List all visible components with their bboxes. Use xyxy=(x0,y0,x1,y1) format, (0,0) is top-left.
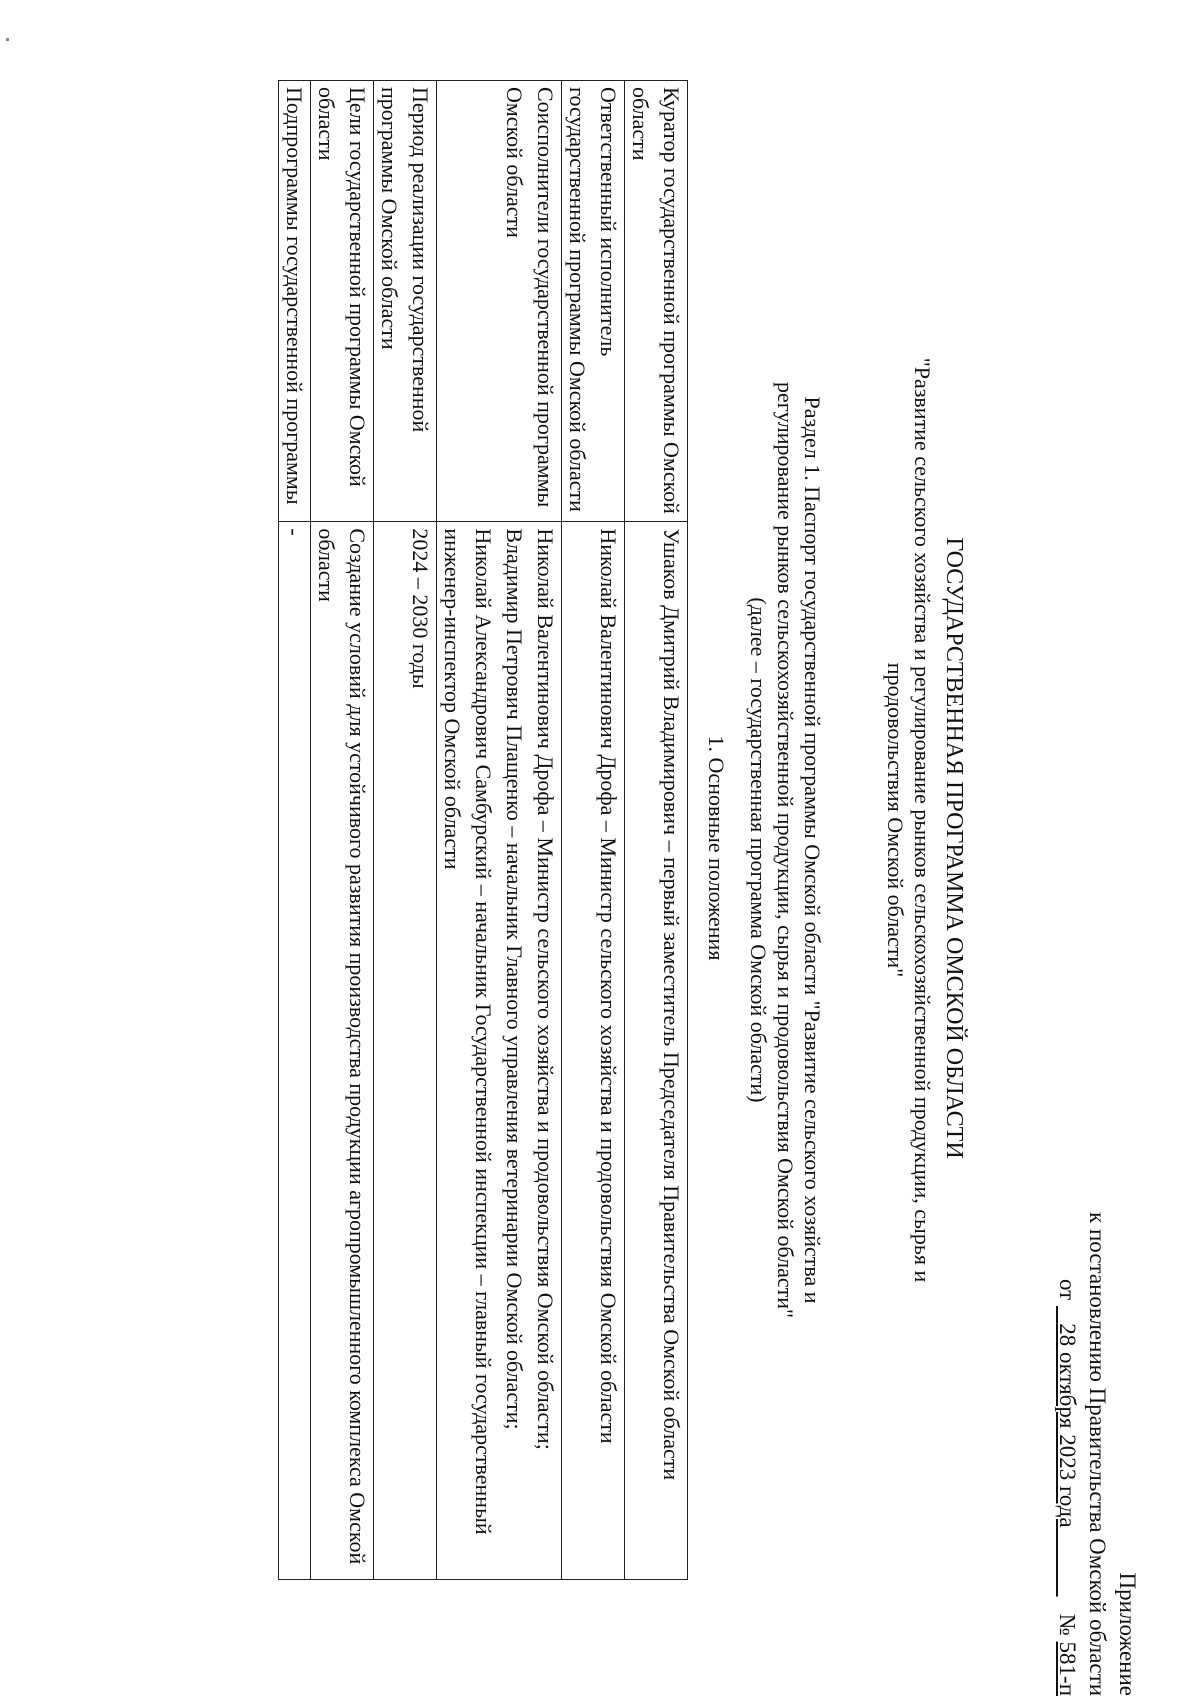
row-value xyxy=(374,522,437,1580)
row-value xyxy=(562,522,625,1580)
table-row xyxy=(374,81,437,1580)
subsection-heading: 1. Основные положения xyxy=(704,735,729,961)
number-value: 581-п xyxy=(1055,1641,1080,1696)
row-value-text: Николай Александрович Самбурский – начальник Государственной инспекции – главный государственный инженер-инспектор Омской области xyxy=(440,528,496,1535)
number-prefix: № xyxy=(1055,1613,1080,1636)
appendix-label: Приложение xyxy=(1115,1572,1140,1696)
row-value xyxy=(625,522,688,1580)
table-row xyxy=(437,81,562,1580)
row-value-text: Николай Валентинович Дрофа – Министр сельского хозяйства и продовольствия Омской области xyxy=(596,528,621,1444)
row-value xyxy=(437,522,562,1580)
document-subtitle: "Развитие сельского хозяйства и регулирование рынков сельскохозяйственной продукции, сырья и продовольствия Омской области" xyxy=(883,357,935,1283)
row-value xyxy=(279,522,311,1580)
appendix-block xyxy=(1052,996,1142,1696)
row-label: Период реализации государственной программы Омской области xyxy=(374,81,437,522)
table-row xyxy=(562,81,625,1580)
table-row xyxy=(311,81,374,1580)
row-value-text: Николай Валентинович Дрофа – Министр сельского хозяйства и продовольствия Омской области; xyxy=(533,528,558,1450)
date-value xyxy=(1055,1306,1080,1597)
passport-table xyxy=(278,80,688,1580)
table-row xyxy=(279,81,311,1580)
row-value-text: - xyxy=(282,528,307,536)
row-value-text: 2024 – 2030 годы xyxy=(408,528,433,689)
row-value-text: Владимир Петрович Плащенко – начальник Главного управления ветеринарии Омской области; xyxy=(502,528,527,1430)
appendix-date-number xyxy=(1052,996,1082,1696)
document-title: ГОСУДАРСТВЕННАЯ ПРОГРАММА ОМСКОЙ ОБЛАСТИ xyxy=(941,537,967,1159)
row-label: Куратор государственной программы Омской области xyxy=(625,81,688,522)
row-label: Цели государственной программы Омской области xyxy=(311,81,374,522)
row-value-text: Создание условий для устойчивого развития производства продукции агропромышленного комплекса Омской области xyxy=(314,528,370,1565)
date-text: 28 октября 2023 года xyxy=(1055,1323,1080,1528)
table-row xyxy=(625,81,688,1580)
row-value xyxy=(311,522,374,1580)
row-label: Ответственный исполнитель государственной программы Омской области xyxy=(562,81,625,522)
appendix-resolution-ref: к постановлению Правительства Омской области xyxy=(1085,1212,1110,1696)
section-heading: Раздел 1. Паспорт государственной программы Омской области "Развитие сельского хозяйства и регулирование рынков сельскохозяйственной продукции, сырья и продовольствия Омской области" (далее – государственная программа Омской области) xyxy=(746,381,825,1319)
row-label: Подпрограммы государственной программы xyxy=(279,81,311,522)
row-label: Соисполнители государственной программы Омской области xyxy=(437,81,562,522)
date-prefix: от xyxy=(1055,1278,1080,1301)
row-value-text: Ушаков Дмитрий Владимирович – первый заместитель Председателя Правительства Омской области xyxy=(659,528,684,1481)
